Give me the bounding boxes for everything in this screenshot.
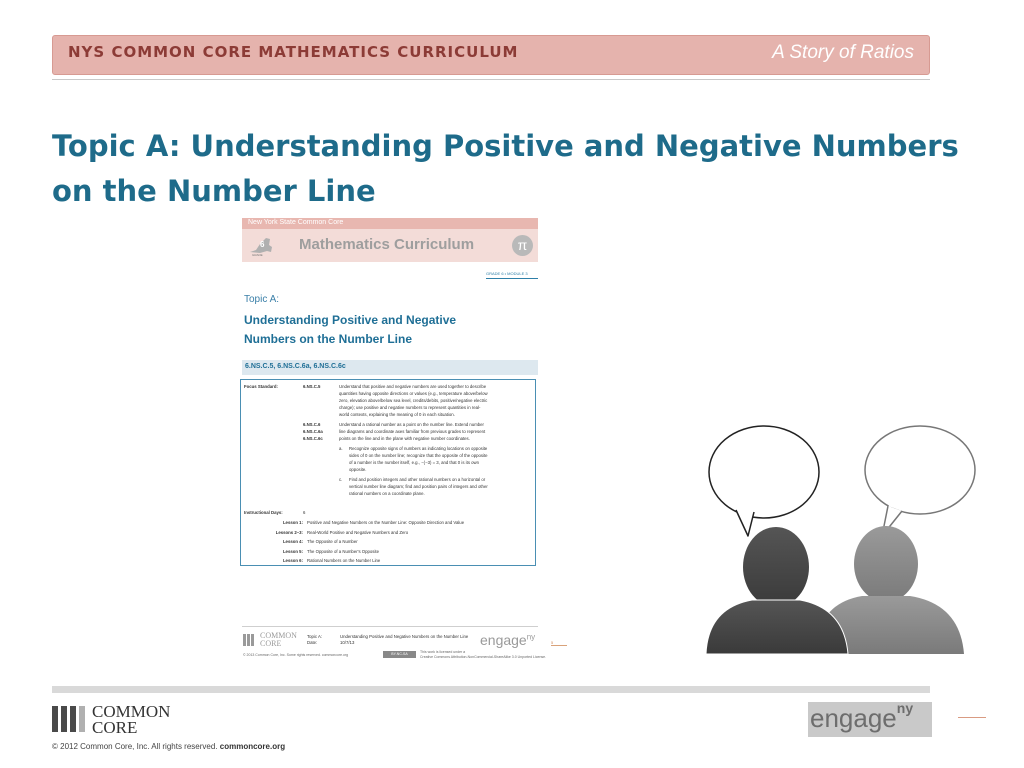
doc-topic-label: Topic A:	[244, 294, 280, 305]
doc-page-number: 5	[551, 640, 554, 645]
doc-grade-label: GRADE	[252, 253, 263, 257]
people-conversation-illustration	[702, 424, 982, 654]
std1-line: world contexts, explaining the meaning of 0 in each situation.	[339, 412, 455, 417]
lesson-label: Lessons 2–3:	[275, 530, 303, 535]
item-c-line: rational numbers on a coordinate plane.	[349, 491, 425, 496]
doc-footer-topic-key: Topic A:	[307, 634, 323, 639]
doc-engage-text: engage	[480, 632, 527, 648]
std2-line: points on the line and in the plane with negative number coordinates.	[339, 436, 470, 441]
doc-footer-rule	[242, 626, 538, 627]
doc-common-core-logo-icon	[243, 634, 257, 646]
doc-copyright: © 2013 Common Core, Inc. Some rights reserved. commoncore.org	[243, 653, 349, 657]
lesson-label: Lesson 4:	[282, 539, 303, 544]
speech-bubble-left-icon	[709, 426, 819, 536]
doc-footer-date-val: 10/7/13	[340, 640, 355, 645]
lesson-text: Rational Numbers on the Number Line	[307, 558, 381, 563]
doc-band-text: New York State Common Core	[248, 219, 344, 226]
std2-code: 6.NS.C.6c	[303, 436, 323, 441]
copyright-notice	[52, 742, 285, 751]
std1-line: zero, elevation above/below sea level, credits/debits, positive/negative electric	[339, 398, 488, 403]
std2-code: 6.NS.C.6	[303, 422, 321, 427]
item-a-line: of a number is the number itself, e.g., −(−3) = 3, and that 0 is its own	[349, 460, 480, 465]
copyright-text: © 2012 Common Core, Inc. All rights reserved.	[52, 742, 220, 751]
engage-sup: ny	[896, 700, 914, 717]
header-divider	[52, 79, 930, 80]
days-label: Instructional Days:	[244, 510, 283, 515]
doc-license-text	[420, 650, 546, 660]
cc-license-badge-icon: BY-NC-SA	[383, 651, 416, 658]
lesson-label: Lesson 1:	[282, 520, 303, 525]
std2-line: Understand a rational number as a point on the number line. Extend number	[339, 422, 484, 427]
lesson-label: Lesson 6:	[282, 558, 303, 563]
cc-line2: CORE	[92, 718, 138, 737]
person-front-icon	[706, 527, 848, 654]
doc-heading-line2: Numbers on the Number Line	[244, 332, 413, 346]
pi-icon: π	[512, 235, 533, 256]
doc-heading-line1: Understanding Positive and Negative	[244, 313, 457, 327]
lesson-text: Positive and Negative Numbers on the Number Line: Opposite Direction and Value	[307, 520, 465, 525]
common-core-logo-icon	[52, 706, 86, 732]
common-core-wordmark	[92, 704, 170, 736]
item-c-line: Find and position integers and other rational numbers on a horizontal or	[349, 477, 486, 482]
doc-footer-date-key: Date:	[307, 640, 318, 645]
item-a-line: Recognize opposite signs of numbers as indicating locations on opposite	[349, 446, 488, 451]
doc-cc-line1: COMMON	[260, 631, 297, 640]
doc-subject: Mathematics Curriculum	[299, 236, 475, 253]
item-a-label: a.	[339, 446, 343, 451]
doc-page-rule	[551, 645, 567, 646]
doc-license-line2: Creative Commons Attribution-NonCommercial-ShareAlike 3.0 Unported License.	[420, 655, 547, 659]
doc-footer-topic-val: Understanding Positive and Negative Numbers on the Number Line	[340, 634, 469, 639]
curriculum-title: NYS COMMON CORE MATHEMATICS CURRICULUM	[68, 43, 519, 61]
days-value: 6	[303, 510, 306, 515]
doc-cc-line2: CORE	[260, 639, 282, 648]
focus-label: Focus Standard:	[244, 384, 278, 389]
lesson-label: Lesson 5:	[282, 549, 303, 554]
doc-engage-logo	[480, 632, 535, 648]
copyright-link[interactable]: commoncore.org	[219, 742, 286, 751]
engage-text: engage	[810, 703, 897, 733]
doc-standards: 6.NS.C.5, 6.NS.C.6a, 6.NS.C.6c	[245, 363, 346, 370]
lesson-text: Real-World Positive and Negative Numbers and Zero	[307, 530, 409, 535]
series-title: A Story of Ratios	[772, 42, 914, 63]
std2-code: 6.NS.C.6a	[303, 429, 323, 434]
doc-license-line1: This work is licensed under a	[420, 650, 466, 654]
page-marker-rule	[958, 717, 986, 718]
doc-grade-module: GRADE 6 • MODULE 3	[486, 271, 528, 276]
std1-line: quantities having opposite directions or values (e.g., temperature above/below	[339, 391, 488, 396]
speech-bubble-right-icon	[865, 426, 975, 536]
doc-grade-digit: 6	[260, 240, 265, 249]
std1-code: 6.NS.C.5	[303, 384, 321, 389]
footer-bar	[52, 686, 930, 693]
doc-engage-sup: ny	[526, 632, 536, 642]
item-c-line: vertical number line diagram; find and position pairs of integers and other	[349, 484, 488, 489]
lesson-text: The Opposite of a Number's Opposite	[307, 549, 379, 554]
item-a-line: opposite.	[349, 467, 367, 472]
doc-standards-table	[240, 379, 536, 566]
new-york-state-icon	[246, 234, 276, 258]
std1-line: charge); use positive and negative numbers to represent quantities in real-	[339, 405, 481, 410]
slide-title: Topic A: Understanding Positive and Negative Numbers on the Number Line	[52, 129, 959, 208]
std2-line: line diagrams and coordinate axes familiar from previous grades to represent	[339, 429, 486, 434]
item-c-label: c.	[339, 477, 343, 482]
doc-heading	[244, 311, 504, 349]
item-a-line: sides of 0 on the number line; recognize that the opposite of the opposite	[349, 453, 488, 458]
doc-grade-rule	[486, 278, 538, 279]
lesson-text: The Opposite of a Number	[307, 539, 358, 544]
engage-ny-wordmark	[810, 700, 914, 734]
doc-common-core-wordmark	[260, 632, 297, 648]
cc-line1: COMMON	[92, 702, 171, 721]
std1-line: Understand that positive and negative numbers are used together to describe	[339, 384, 487, 389]
